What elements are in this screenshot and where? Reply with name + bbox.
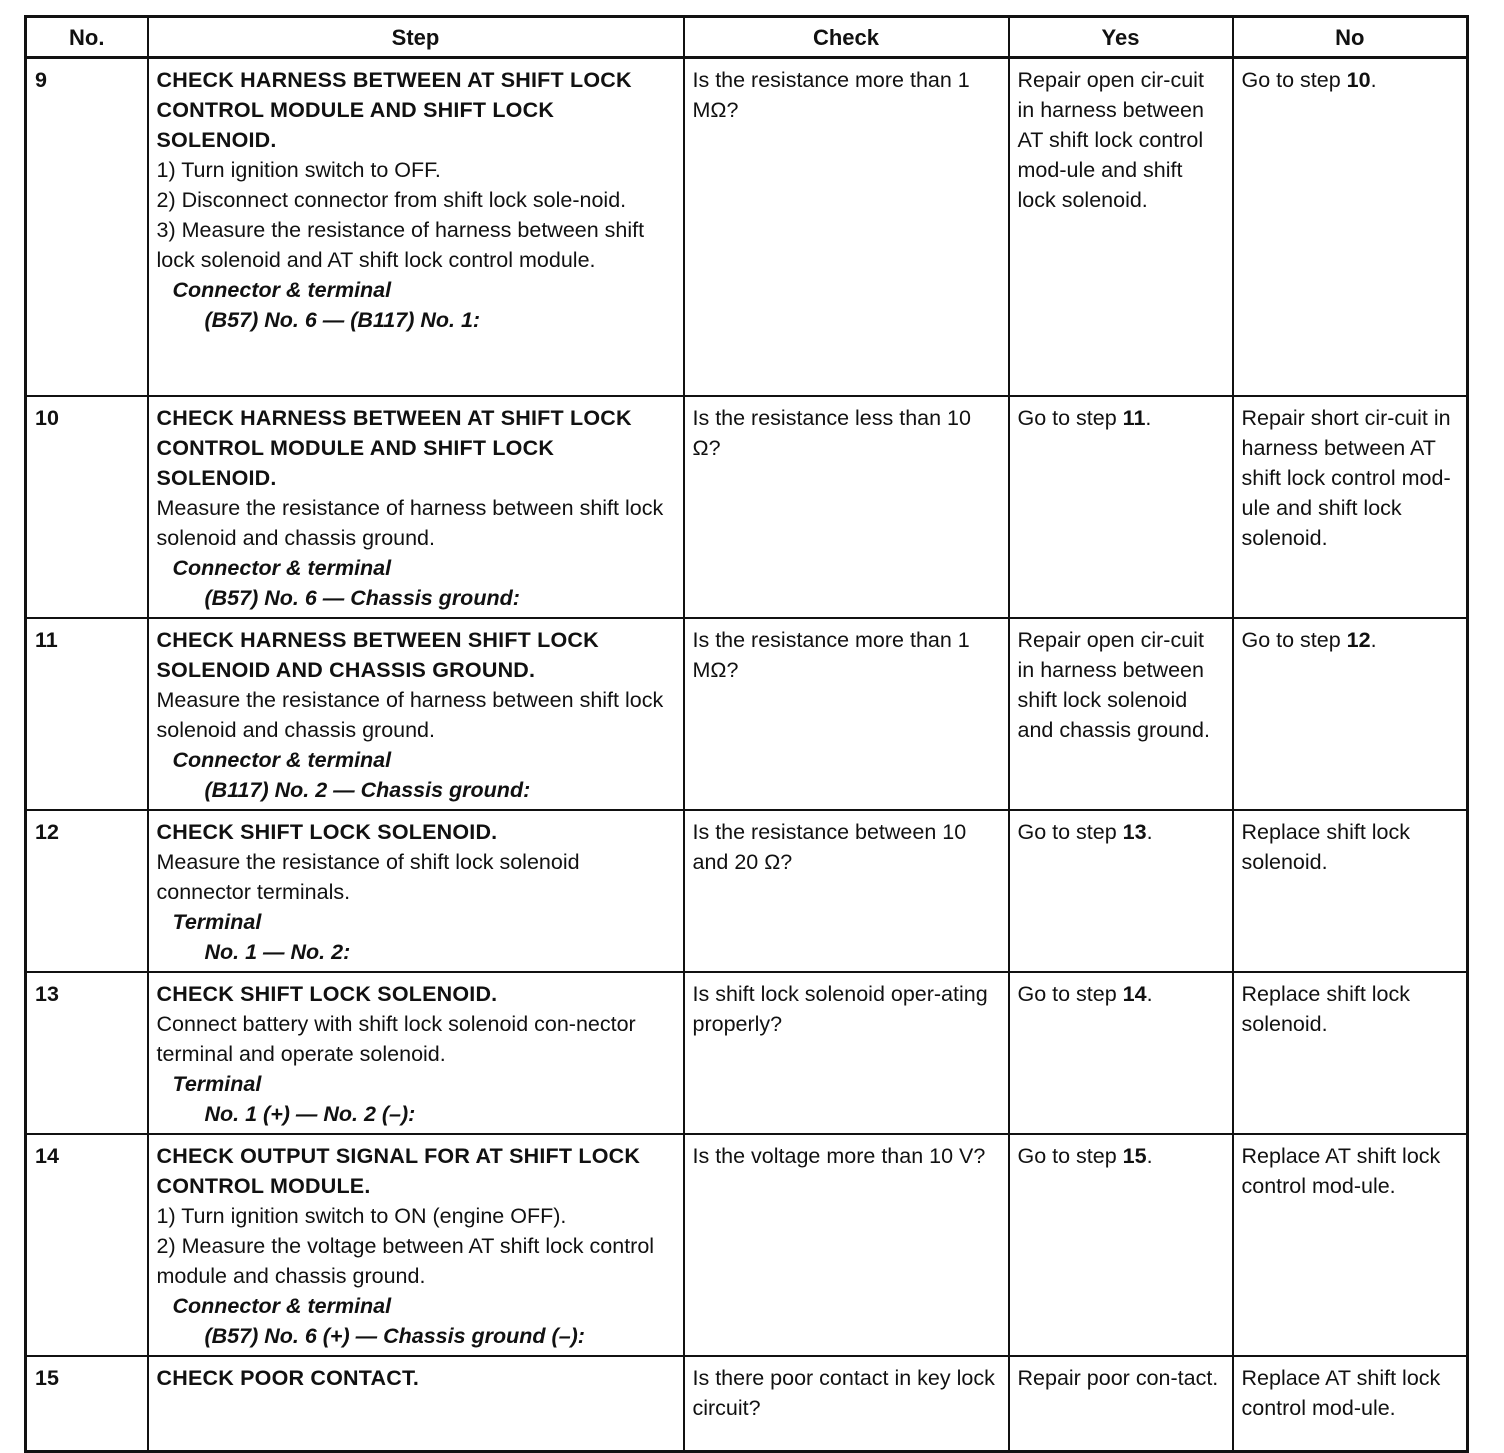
yes-cell: Repair poor con-tact.: [1009, 1356, 1233, 1452]
step-number: 11: [26, 618, 148, 810]
step-cell: [148, 972, 684, 1134]
connector-label: Connector & terminal: [172, 278, 392, 302]
step-title: CHECK SHIFT LOCK SOLENOID.: [156, 820, 498, 844]
goto-prefix: Go to step: [1241, 68, 1347, 92]
check-cell: Is the resistance less than 10 Ω?: [684, 396, 1009, 618]
table-row: [26, 618, 1468, 810]
check-cell: Is the resistance more than 1 MΩ?: [684, 618, 1009, 810]
step-number: 12: [26, 810, 148, 972]
yes-cell: [1009, 972, 1233, 1134]
connector-label: Connector & terminal: [172, 1294, 392, 1318]
step-cell: [148, 1134, 684, 1356]
step-title: CHECK POOR CONTACT.: [156, 1366, 420, 1390]
step-cell: [148, 618, 684, 810]
header-check: Check: [684, 17, 1009, 58]
goto-suffix: .: [1370, 628, 1377, 652]
table-header: [26, 17, 1468, 58]
goto-suffix: .: [1145, 406, 1152, 430]
header-step: Step: [148, 17, 684, 58]
yes-cell: [1009, 396, 1233, 618]
goto-step-number: 12: [1346, 628, 1371, 652]
yes-cell: Repair open cir-cuit in harness between AT shift lock control mod-ule and shift lock solenoid.: [1009, 58, 1233, 397]
connector-label: Connector & terminal: [172, 556, 392, 580]
step-title: CHECK SHIFT LOCK SOLENOID.: [156, 982, 498, 1006]
step-instruction: 2) Measure the voltage between AT shift lock control module and chassis ground.: [156, 1234, 655, 1288]
table-row: [26, 972, 1468, 1134]
goto-step-number: 14: [1122, 982, 1147, 1006]
step-cell: [148, 1356, 684, 1452]
header-no: No.: [26, 17, 148, 58]
step-cell: [148, 396, 684, 618]
connector-value: (B57) No. 6 — Chassis ground:: [204, 586, 520, 610]
no-cell: [1233, 618, 1468, 810]
terminal-label: Terminal: [172, 1072, 262, 1096]
goto-prefix: Go to step: [1017, 820, 1123, 844]
step-number: 15: [26, 1356, 148, 1452]
connector-value: (B57) No. 6 (+) — Chassis ground (–):: [204, 1324, 585, 1348]
step-instruction: 2) Disconnect connector from shift lock sole-noid.: [156, 188, 627, 212]
header-yes: Yes: [1009, 17, 1233, 58]
header-no-answer: No: [1233, 17, 1468, 58]
connector-value: (B57) No. 6 — (B117) No. 1:: [204, 308, 481, 332]
step-number: 13: [26, 972, 148, 1134]
table-body: [26, 58, 1468, 1452]
yes-cell: [1009, 810, 1233, 972]
connector-label: Connector & terminal: [172, 748, 392, 772]
step-instruction: 1) Turn ignition switch to OFF.: [156, 158, 441, 182]
terminal-value: No. 1 — No. 2:: [204, 940, 351, 964]
table-row: [26, 810, 1468, 972]
yes-cell: Repair open cir-cuit in harness between shift lock solenoid and chassis ground.: [1009, 618, 1233, 810]
terminal-label: Terminal: [172, 910, 262, 934]
goto-step-number: 13: [1122, 820, 1147, 844]
goto-suffix: .: [1146, 1144, 1153, 1168]
goto-prefix: Go to step: [1017, 406, 1123, 430]
goto-prefix: Go to step: [1241, 628, 1347, 652]
no-cell: Replace shift lock solenoid.: [1233, 972, 1468, 1134]
terminal-value: No. 1 (+) — No. 2 (–):: [204, 1102, 416, 1126]
check-cell: Is the resistance more than 1 MΩ?: [684, 58, 1009, 397]
goto-prefix: Go to step: [1017, 982, 1123, 1006]
step-number: 14: [26, 1134, 148, 1356]
step-instruction: 3) Measure the resistance of harness between shift lock solenoid and AT shift lock control module.: [156, 218, 645, 272]
step-instruction: Connect battery with shift lock solenoid con-nector terminal and operate solenoid.: [156, 1012, 636, 1066]
diagnostic-table: [24, 15, 1469, 1453]
goto-suffix: .: [1146, 820, 1153, 844]
check-cell: Is the resistance between 10 and 20 Ω?: [684, 810, 1009, 972]
no-cell: Replace AT shift lock control mod-ule.: [1233, 1134, 1468, 1356]
step-instruction: Measure the resistance of shift lock solenoid connector terminals.: [156, 850, 580, 904]
goto-step-number: 11: [1122, 406, 1146, 430]
goto-prefix: Go to step: [1017, 1144, 1123, 1168]
check-cell: Is shift lock solenoid oper-ating properly?: [684, 972, 1009, 1134]
step-number: 9: [26, 58, 148, 397]
step-title: CHECK HARNESS BETWEEN SHIFT LOCK SOLENOID AND CHASSIS GROUND.: [156, 628, 599, 682]
no-cell: [1233, 58, 1468, 397]
no-cell: Replace AT shift lock control mod-ule.: [1233, 1356, 1468, 1452]
step-instruction: 1) Turn ignition switch to ON (engine OFF).: [156, 1204, 567, 1228]
table-row: [26, 396, 1468, 618]
goto-suffix: .: [1370, 68, 1377, 92]
table-row: [26, 58, 1468, 397]
no-cell: Replace shift lock solenoid.: [1233, 810, 1468, 972]
step-title: CHECK HARNESS BETWEEN AT SHIFT LOCK CONTROL MODULE AND SHIFT LOCK SOLENOID.: [156, 68, 632, 152]
goto-step-number: 15: [1122, 1144, 1147, 1168]
connector-value: (B117) No. 2 — Chassis ground:: [204, 778, 531, 802]
yes-cell: [1009, 1134, 1233, 1356]
goto-step-number: 10: [1346, 68, 1371, 92]
table-row: [26, 1356, 1468, 1452]
table-row: [26, 1134, 1468, 1356]
check-cell: Is there poor contact in key lock circuit?: [684, 1356, 1009, 1452]
step-number: 10: [26, 396, 148, 618]
goto-suffix: .: [1146, 982, 1153, 1006]
step-cell: [148, 58, 684, 397]
no-cell: Repair short cir-cuit in harness between AT shift lock control mod-ule and shift lock solenoid.: [1233, 396, 1468, 618]
step-instruction: Measure the resistance of harness between shift lock solenoid and chassis ground.: [156, 688, 664, 742]
step-cell: [148, 810, 684, 972]
step-title: CHECK HARNESS BETWEEN AT SHIFT LOCK CONTROL MODULE AND SHIFT LOCK SOLENOID.: [156, 406, 632, 490]
step-title: CHECK OUTPUT SIGNAL FOR AT SHIFT LOCK CONTROL MODULE.: [156, 1144, 641, 1198]
step-instruction: Measure the resistance of harness between shift lock solenoid and chassis ground.: [156, 496, 664, 550]
check-cell: Is the voltage more than 10 V?: [684, 1134, 1009, 1356]
header-row: [26, 17, 1468, 58]
